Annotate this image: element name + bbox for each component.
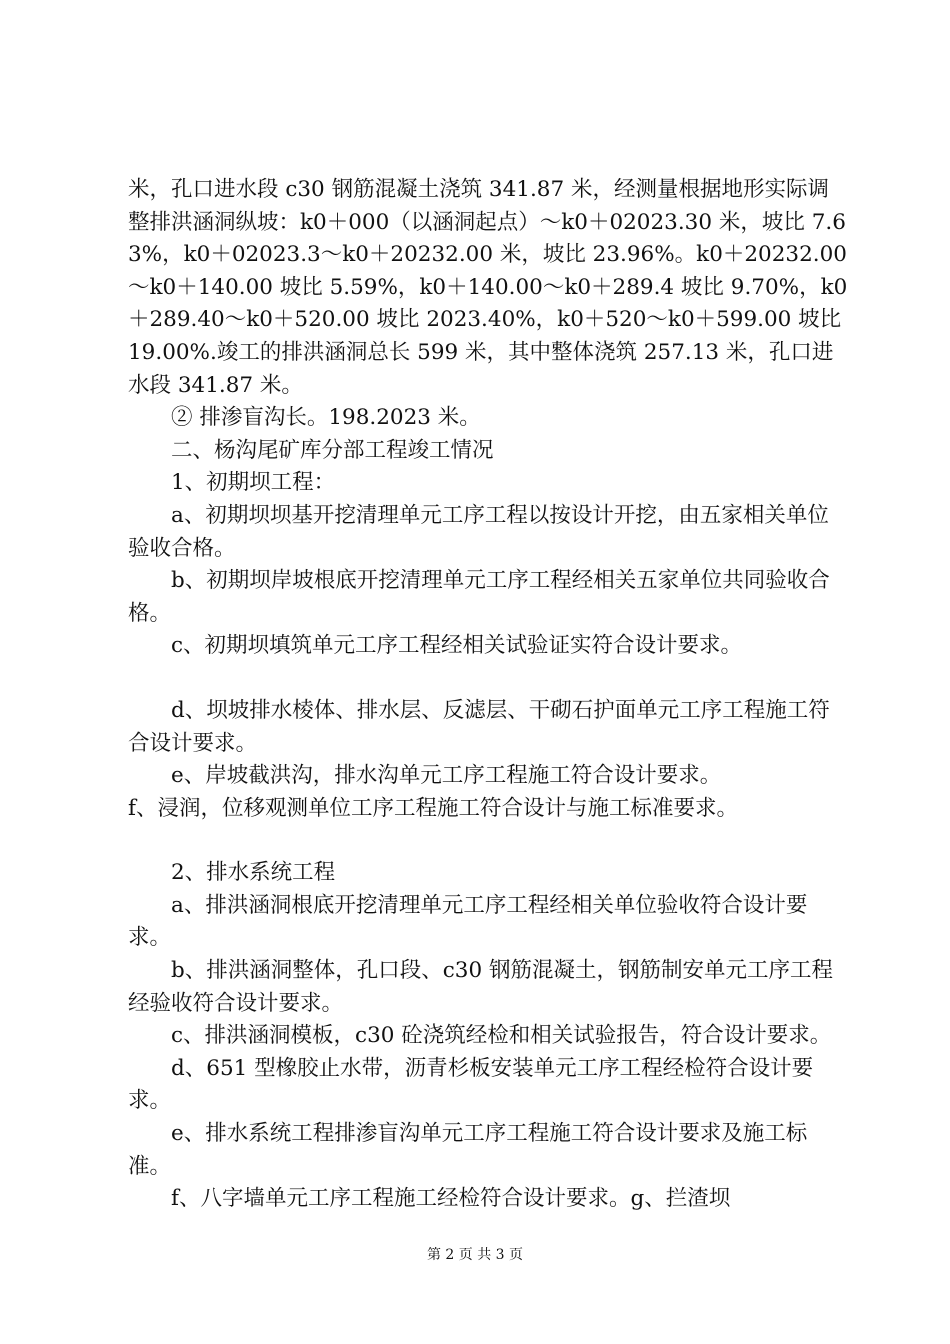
paragraph: e、岸坡截洪沟，排水沟单元工序工程施工符合设计要求。	[171, 763, 722, 789]
section-heading: 二、杨沟尾矿库分部工程竣工情况	[171, 437, 494, 463]
spacer	[128, 663, 848, 695]
paragraph: d、坝坡排水棱体、排水层、反滤层、干砌石护面单元工序工程施工符合设计要求。	[128, 697, 830, 756]
paragraph: b、初期坝岸坡根底开挖清理单元工序工程经相关五家单位共同验收合格。	[128, 568, 830, 626]
paragraph: ② 排渗盲沟长。198.2023 米。	[171, 405, 481, 431]
page-footer: 第 2 页 共 3 页	[426, 1247, 524, 1263]
paragraph: c、初期坝填筑单元工序工程经相关试验证实符合设计要求。	[171, 633, 743, 659]
paragraph: c、排洪涵洞模板，c30 砼浇筑经检和相关试验报告，符合设计要求。	[171, 1023, 832, 1049]
paragraph: f、浸润，位移观测单位工序工程施工符合设计与施工标准要求。	[128, 795, 738, 821]
document-body	[128, 174, 848, 1216]
subsection-heading: 2、排水系统工程	[171, 860, 336, 886]
spacer	[128, 825, 848, 857]
paragraph: e、排水系统工程排渗盲沟单元工序工程施工符合设计要求及施工标准。	[128, 1121, 808, 1179]
paragraph: f、八字墙单元工序工程施工经检符合设计要求。g、拦渣坝	[171, 1186, 731, 1212]
paragraph: d、651 型橡胶止水带，沥青杉板安装单元工序工程经检符合设计要求。	[128, 1055, 814, 1114]
paragraph: a、排洪涵洞根底开挖清理单元工序工程经相关单位验收符合设计要求。	[128, 892, 808, 951]
paragraph: b、排洪涵洞整体，孔口段、c30 钢筋混凝土，钢筋制安单元工序工程经验收符合设计要求。	[128, 958, 833, 1016]
paragraph: 米，孔口进水段 c30 钢筋混凝土浇筑 341.87 米，经测量根据地形实际调整排洪涵洞纵坡：k0＋000（以涵洞起点）～k0＋02023.30 米，坡比 7.63%，k0＋02023.3～k0＋20232.00 米，坡比 23.96%。k0＋20232.00～k0＋140.00 坡比 5.59%，k0＋140.00～k0＋289.4 坡比 9.70%，k0＋289.40～k0＋520.00 坡比 2023.40%，k0＋520～k0＋599.00 坡比 19.00%.竣工的排洪涵洞总长 599 米，其中整体浇筑 257.13 米，孔口进水段 341.87 米。	[128, 177, 848, 398]
subsection-heading: 1、初期坝工程：	[171, 470, 336, 496]
paragraph: a、初期坝坝基开挖清理单元工序工程以按设计开挖，由五家相关单位验收合格。	[128, 502, 829, 561]
